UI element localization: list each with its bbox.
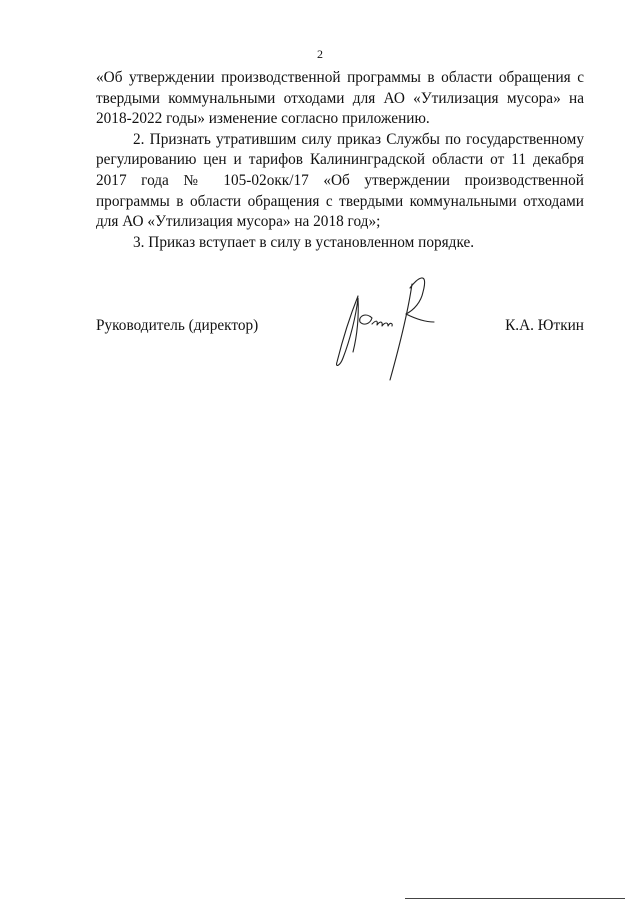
paragraph-continuation: «Об утверждении производственной программы в области обращения с твердыми коммунальными отходами для АО «Утилизация мусора» на 2018-2022 годы» изменение согласно приложению. [96,69,584,128]
footer-rule [405,898,625,899]
handwritten-signature [320,262,440,382]
signer-title: Руководитель (директор) [96,317,259,334]
page-number: 2 [317,47,323,61]
paragraph-item-2: 2. Признать утратившим силу приказ Службы по государственному регулированию цен и тарифов Калининградской области от 11 декабря 2017 года № 105-02окк/17 «Об утверждении производственной программы в области обращения с твердыми коммунальными отходами для АО «Утилизация мусора» на 2018 год»; [96,130,584,231]
document-body [96,68,584,253]
signer-name: К.А. Юткин [505,317,584,334]
paragraph-item-3: 3. Приказ вступает в силу в установленном порядке. [133,233,475,251]
